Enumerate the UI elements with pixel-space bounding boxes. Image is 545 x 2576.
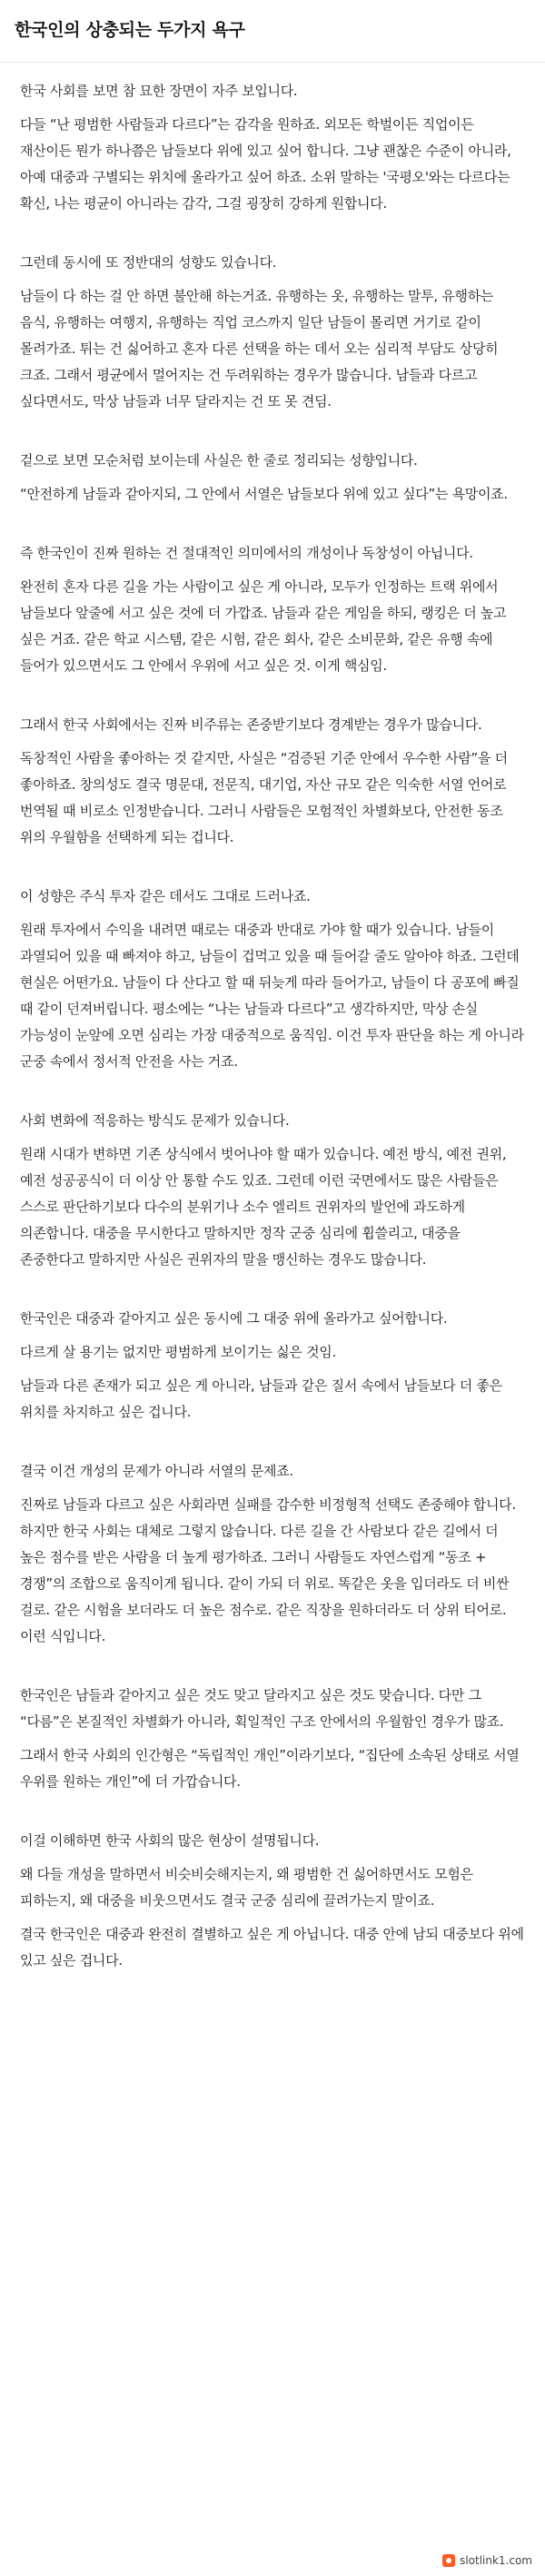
article-body — [20, 78, 525, 1981]
body-paragraph: “안전하게 남들과 같아지되, 그 안에서 서열은 남들보다 위에 있고 싶다”는 욕망이죠. — [20, 486, 508, 502]
body-paragraph: 다르게 살 용기는 없지만 평범하게 보이기는 싫은 것임. — [20, 1344, 336, 1360]
body-paragraph: 결국 한국인은 대중과 완전히 결별하고 싶은 게 아닙니다. 대중 안에 남되 대중보다 위에 있고 싶은 겁니다. — [20, 1926, 524, 1969]
body-paragraph: 한국 사회를 보면 참 묘한 장면이 자주 보입니다. — [20, 83, 298, 99]
body-paragraph: 겉으로 보면 모순처럼 보이는데 사실은 한 줄로 정리되는 성향입니다. — [20, 452, 418, 469]
body-paragraph: 남들과 다른 존재가 되고 싶은 게 아니라, 남들과 같은 질서 속에서 남들보다 더 좋은 위치를 차지하고 싶은 겁니다. — [20, 1377, 502, 1420]
site-watermark — [442, 2554, 532, 2567]
watermark-text: slotlink1.com — [460, 2554, 532, 2567]
paragraph-gap — [20, 1280, 525, 1306]
body-paragraph: 왜 다들 개성을 말하면서 비슷비슷해지는지, 왜 평범한 건 싫어하면서도 모험은 피하는지, 왜 대중을 비웃으면서도 결국 군중 심리에 끌려가는지 말이죠. — [20, 1866, 473, 1909]
body-paragraph: 이걸 이해하면 한국 사회의 많은 현상이 설명됩니다. — [20, 1832, 320, 1849]
body-paragraph: 즉 한국인이 진짜 원하는 건 절대적인 의미에서의 개성이나 독창성이 아닙니다. — [20, 545, 473, 561]
paragraph-gap — [20, 1082, 525, 1108]
body-paragraph: 그래서 한국 사회에서는 진짜 비주류는 존중받기보다 경계받는 경우가 많습니다. — [20, 716, 482, 733]
body-paragraph: 사회 변화에 적응하는 방식도 문제가 있습니다. — [20, 1112, 290, 1129]
body-paragraph: 그런데 동시에 또 정반대의 성향도 있습니다. — [20, 254, 277, 271]
paragraph-gap — [20, 515, 525, 540]
paragraph-gap — [20, 422, 525, 448]
paragraph-gap — [20, 224, 525, 250]
body-paragraph: 한국인은 남들과 같아지고 싶은 것도 맞고 달라지고 싶은 것도 맞습니다. 다만 그 “다름”은 본질적인 차별화가 아니라, 획일적인 구조 안에서의 우월함인 경우가 많죠. — [20, 1687, 504, 1730]
body-paragraph: 그래서 한국 사회의 인간형은 “독립적인 개인”이라기보다, “집단에 소속된 상태로 서열 우위를 원하는 개인”에 더 가깝습니다. — [20, 1747, 520, 1790]
paragraph-gap — [20, 1433, 525, 1458]
body-paragraph: 진짜로 남들과 다르고 싶은 사회라면 실패를 감수한 비정형적 선택도 존중해야 합니다. 하지만 한국 사회는 대체로 그렇지 않습니다. 다른 길을 간 사람보다 같은 길에서 더 높은 점수를 받은 사람을 더 높게 평가하죠. 그러니 사람들도 자연스럽게 “동조 + 경쟁”의 조합으로 움직이게 됩니다. 같이 가되 더 위로. 똑같은 옷을 입더라도 더 비싼 걸로. 같은 시험을 보더라도 더 높은 점수로. 같은 직장을 원하더라도 더 상위 티어로. 이런 식입니다. — [20, 1496, 516, 1644]
body-paragraph: 원래 투자에서 수익을 내려면 때로는 대중과 반대로 가야 할 때가 있습니다. 남들이 과열되어 있을 때 빠져야 하고, 남들이 겁먹고 있을 때 들어갈 줄도 알아야 하죠. 그런데 현실은 어떤가요. 남들이 다 산다고 할 때 뒤늦게 따라 들어가고, 남들이 다 공포에 빠질 때 같이 던져버립니다. 평소에는 “나는 남들과 다르다”고 생각하지만, 막상 손실 가능성이 눈앞에 오면 심리는 가장 대중적으로 움직임. 이건 투자 판단을 하는 게 아니라 군중 속에서 정서적 안전을 사는 거죠. — [20, 922, 524, 1070]
paragraph-gap — [20, 858, 525, 883]
body-paragraph: 독창적인 사람을 좋아하는 것 같지만, 사실은 “검증된 기준 안에서 우수한 사람”을 더 좋아하죠. 창의성도 결국 명문대, 전문직, 대기업, 자산 규모 같은 익숙한 서열 언어로 번역될 때 비로소 인정받습니다. 그러니 사람들은 모험적인 차별화보다, 안전한 동조 위의 우월함을 선택하게 되는 겁니다. — [20, 750, 508, 845]
paragraph-gap — [20, 1802, 525, 1828]
slotlink-logo-icon — [442, 2554, 455, 2567]
body-paragraph: 다들 “난 평범한 사람들과 다르다”는 감각을 원하죠. 외모든 학벌이든 직업이든 재산이든 뭔가 하나쯤은 남들보다 위에 있고 싶어 합니다. 그냥 괜찮은 수준이 아니라, 아예 대중과 구별되는 위치에 올라가고 싶어 하죠. 소위 말하는 '국평오'와는 다르다는 확신, 나는 평균이 아니라는 감각, 그걸 굉장히 강하게 원합니다. — [20, 116, 511, 212]
paragraph-gap — [20, 686, 525, 712]
article-title: 한국인의 상충되는 두가지 욕구 — [15, 20, 245, 40]
body-paragraph: 한국인은 대중과 같아지고 싶은 동시에 그 대중 위에 올라가고 싶어합니다. — [20, 1310, 448, 1327]
body-paragraph: 완전히 혼자 다른 길을 가는 사람이고 싶은 게 아니라, 모두가 인정하는 트랙 위에서 남들보다 앞줄에 서고 싶은 것에 더 가깝죠. 남들과 같은 게임을 하되, 랭킹은 더 높고 싶은 거죠. 같은 학교 시스템, 같은 시험, 같은 회사, 같은 소비문화, 같은 유행 속에 들어가 있으면서도 그 안에서 우위에 서고 싶은 것. 이게 핵심임. — [20, 578, 507, 674]
body-paragraph: 결국 이건 개성의 문제가 아니라 서열의 문제죠. — [20, 1463, 293, 1479]
body-paragraph: 이 성향은 주식 투자 같은 데서도 그대로 드러나죠. — [20, 888, 311, 904]
body-paragraph: 남들이 다 하는 걸 안 하면 불안해 하는거죠. 유행하는 옷, 유행하는 말투, 유행하는 음식, 유행하는 여행지, 유행하는 직업 코스까지 일단 남들이 몰리면 거기로 같이 몰려가죠. 튀는 건 싫어하고 혼자 다른 선택을 하는 데서 오는 심리적 부담도 상당히 크죠. 그래서 평균에서 멀어지는 건 두려워하는 경우가 많습니다. 남들과 다르고 싶다면서도, 막상 남들과 너무 달라지는 건 또 못 견딤. — [20, 288, 499, 410]
paragraph-gap — [20, 1657, 525, 1683]
body-paragraph: 원래 시대가 변하면 기존 상식에서 벗어나야 할 때가 있습니다. 예전 방식, 예전 권위, 예전 성공공식이 더 이상 안 통할 수도 있죠. 그런데 이런 국면에서도 많은 사람들은 스스로 판단하기보다 다수의 분위기나 소수 엘리트 권위자의 발언에 과도하게 의존합니다. 대중을 무시한다고 말하지만 정작 군중 심리에 휩쓸리고, 대중을 존중한다고 말하지만 사실은 권위자의 말을 맹신하는 경우도 많습니다. — [20, 1146, 507, 1268]
title-divider — [0, 62, 545, 63]
